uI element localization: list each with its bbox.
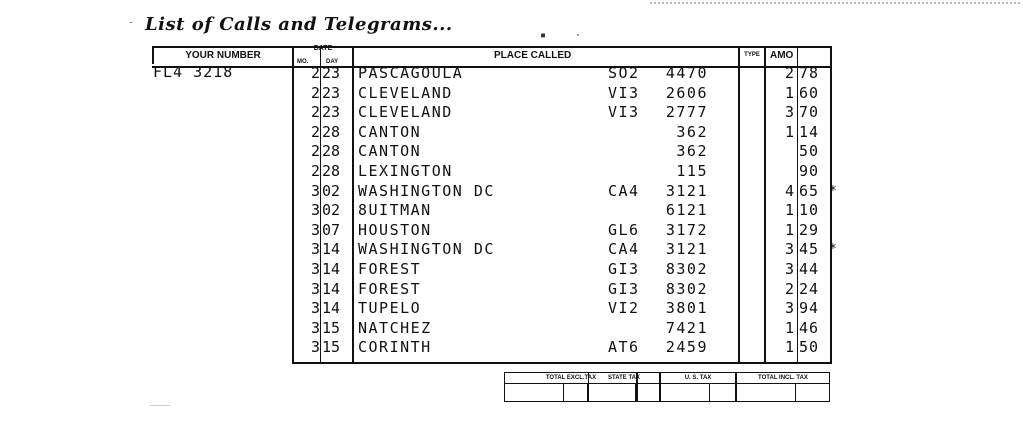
call-month: 2: [310, 83, 320, 102]
call-day: 28: [322, 122, 341, 141]
call-month: 3: [310, 240, 320, 259]
call-row: [0, 84, 1023, 104]
call-day: 28: [322, 142, 341, 161]
phone-number: 8302: [665, 279, 708, 298]
header-type: TYPE: [738, 46, 764, 64]
amount-cents: 46: [799, 318, 820, 337]
call-row: [0, 182, 1023, 202]
call-day: 15: [322, 318, 341, 337]
call-day: 15: [322, 338, 341, 357]
call-day: 07: [322, 220, 341, 239]
amount-cents: 94: [799, 299, 820, 318]
place-called: CORINTH: [358, 338, 432, 357]
amount-cents: 90: [799, 162, 820, 180]
call-day: 02: [322, 201, 341, 220]
amount-dollars: 3: [784, 299, 794, 318]
place-called: LEXINGTON: [358, 162, 453, 180]
stray-mark: ▪: [540, 30, 547, 41]
call-day: 14: [322, 240, 341, 259]
place-called: WASHINGTON DC: [358, 181, 495, 200]
amount-cents: 50: [799, 142, 820, 161]
exchange-prefix: VI3: [608, 103, 640, 122]
total-excl-tax-label: TOTAL EXCL.TAX: [505, 373, 637, 384]
place-called: HOUSTON: [358, 220, 432, 239]
header-amount: AMO: [764, 46, 832, 64]
exchange-prefix: VI2: [608, 299, 640, 318]
amount-cents: 44: [799, 260, 820, 278]
form-title: List of Calls and Telegrams...: [145, 14, 453, 35]
amount-cents: 65: [799, 181, 820, 200]
note-asterisk: *: [829, 183, 837, 199]
phone-number: 3801: [665, 299, 708, 318]
call-month: 3: [310, 279, 320, 298]
place-called: PASCAGOULA: [358, 64, 464, 82]
call-day: 23: [322, 64, 341, 82]
call-row: [0, 103, 1023, 123]
phone-number: 362: [676, 122, 708, 141]
place-called: 8UITMAN: [358, 201, 432, 220]
state-tax-box: [588, 372, 660, 402]
place-called: CANTON: [358, 122, 422, 141]
exchange-prefix: CA4: [608, 181, 640, 200]
exchange-prefix: VI3: [608, 83, 640, 102]
phone-number: 3121: [665, 240, 708, 259]
phone-number: 115: [676, 162, 708, 180]
call-row: [0, 123, 1023, 143]
phone-number: 3121: [665, 181, 708, 200]
call-month: 3: [310, 220, 320, 239]
amount-dollars: 3: [784, 260, 794, 278]
place-called: TUPELO: [358, 299, 422, 318]
header-mo: MO.: [297, 59, 309, 65]
amount-cents: 45: [799, 240, 820, 259]
exchange-prefix: GI3: [608, 260, 640, 278]
exchange-prefix: GI3: [608, 279, 640, 298]
call-month: 3: [310, 299, 320, 318]
exchange-prefix: SO2: [608, 64, 640, 82]
call-month: 3: [310, 338, 320, 357]
amount-dollars: 3: [784, 240, 794, 259]
amount-cents: 29: [799, 220, 820, 239]
phone-number: 2606: [665, 83, 708, 102]
stray-mark: ·: [575, 30, 582, 41]
call-row: [0, 64, 1023, 84]
call-month: 3: [310, 318, 320, 337]
call-day: 14: [322, 279, 341, 298]
amount-cents: 70: [799, 103, 820, 122]
call-month: 2: [310, 142, 320, 161]
place-called: CANTON: [358, 142, 422, 161]
call-month: 3: [310, 260, 320, 278]
call-day: 02: [322, 181, 341, 200]
table-bottom-rule: [292, 362, 832, 364]
table-header: [0, 46, 1023, 64]
amount-dollars: 1: [784, 220, 794, 239]
total-incl-tax-box: [736, 372, 830, 402]
note-asterisk: *: [829, 242, 837, 258]
amount-dollars: 4: [784, 181, 794, 200]
amount-cents: 78: [799, 64, 820, 82]
place-called: CLEVELAND: [358, 103, 453, 122]
amount-dollars: 1: [784, 318, 794, 337]
call-row: [0, 319, 1023, 339]
call-row: [0, 338, 1023, 358]
place-called: WASHINGTON DC: [358, 240, 495, 259]
phone-number: 3172: [665, 220, 708, 239]
phone-number: 2459: [665, 338, 708, 357]
place-called: NATCHEZ: [358, 318, 432, 337]
amount-dollars: 2: [784, 64, 794, 82]
amount-cents: 50: [799, 338, 820, 357]
header-date: [292, 46, 352, 64]
call-day: 28: [322, 162, 341, 180]
exchange-prefix: GL6: [608, 220, 640, 239]
call-row: [0, 142, 1023, 162]
exchange-prefix: AT6: [608, 338, 640, 357]
amount-dollars: 1: [784, 338, 794, 357]
call-row: [0, 240, 1023, 260]
amount-dollars: 3: [784, 103, 794, 122]
your-number-value: FL4 3218: [153, 63, 234, 81]
dotted-border: [650, 2, 1020, 4]
header-day: DAY: [326, 59, 339, 65]
call-row: [0, 280, 1023, 300]
amount-cents: 10: [799, 201, 820, 220]
us-tax-label: U. S. TAX: [661, 373, 735, 384]
state-tax-label: STATE TAX: [589, 373, 659, 384]
amount-dollars: 1: [784, 201, 794, 220]
amount-cents: 14: [799, 122, 820, 141]
call-day: 23: [322, 83, 341, 102]
header-place-called: PLACE CALLED: [352, 46, 738, 64]
phone-number: 8302: [665, 260, 708, 278]
phone-number: 6121: [665, 201, 708, 220]
call-row: [0, 299, 1023, 319]
call-row: [0, 260, 1023, 280]
call-row: [0, 221, 1023, 241]
place-called: FOREST: [358, 279, 422, 298]
amount-dollars: 1: [784, 83, 794, 102]
call-month: 2: [310, 103, 320, 122]
us-tax-box: [660, 372, 736, 402]
call-month: 3: [310, 181, 320, 200]
amount-cents: 60: [799, 83, 820, 102]
amount-dollars: 2: [784, 279, 794, 298]
header-date-label: DATE: [313, 45, 333, 52]
call-month: 2: [310, 122, 320, 141]
total-incl-tax-label: TOTAL INCL. TAX: [737, 373, 829, 384]
call-month: 2: [310, 162, 320, 180]
phone-number: 4470: [665, 64, 708, 82]
call-day: 23: [322, 103, 341, 122]
place-called: CLEVELAND: [358, 83, 453, 102]
amount-cents: 24: [799, 279, 820, 298]
phone-number: 2777: [665, 103, 708, 122]
call-day: 14: [322, 260, 341, 278]
call-month: 3: [310, 201, 320, 220]
stray-mark: ⁻: [128, 20, 135, 31]
call-row: [0, 201, 1023, 221]
call-month: 2: [310, 64, 320, 82]
amount-dollars: 1: [784, 122, 794, 141]
call-day: 14: [322, 299, 341, 318]
call-row: [0, 162, 1023, 182]
place-called: FOREST: [358, 260, 422, 278]
phone-number: 362: [676, 142, 708, 161]
header-your-number: YOUR NUMBER: [152, 46, 292, 64]
faint-mark: [150, 405, 170, 406]
exchange-prefix: CA4: [608, 240, 640, 259]
phone-number: 7421: [665, 318, 708, 337]
